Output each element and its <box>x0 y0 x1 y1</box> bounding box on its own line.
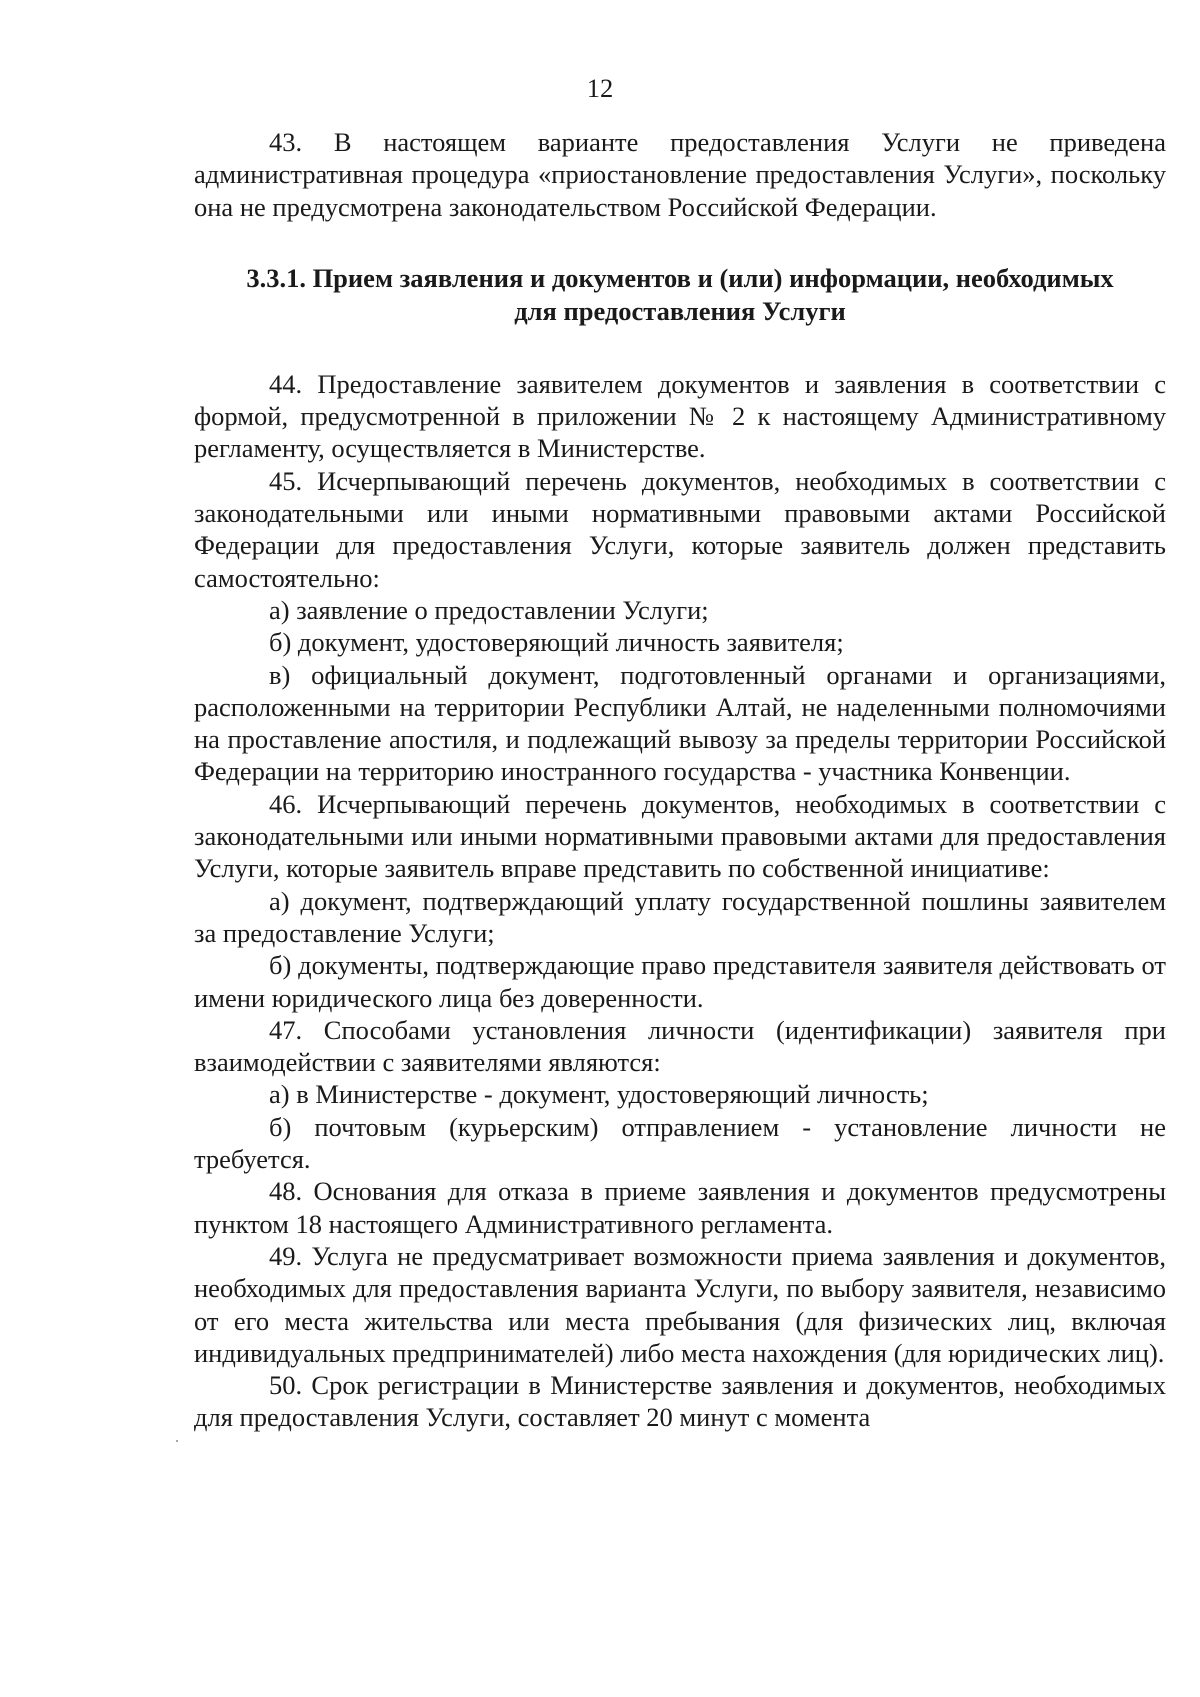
section-heading <box>194 262 1166 328</box>
paragraph-46-item-a: а) документ, подтверждающий уплату государственной пошлины заявителем за предоставление Услуги; <box>194 885 1166 948</box>
paragraph-50: 50. Срок регистрации в Министерстве заявления и документов, необходимых для предоставления Услуги, составляет 20 минут с момента <box>194 1370 1166 1433</box>
paragraph-47: 47. Способами установления личности (идентификации) заявителя при взаимодействии с заявителями являются: <box>194 1014 1166 1078</box>
document-body <box>194 126 1166 1434</box>
paragraph-47-item-a: а) в Министерстве - документ, удостоверяющий личность; <box>269 1079 929 1110</box>
paragraph-48: 48. Основания для отказа в приеме заявления и документов предусмотрены пунктом 18 настоящего Административного регламента. <box>194 1176 1166 1239</box>
paragraph-49: 49. Услуга не предусматривает возможности приема заявления и документов, необходимых для предоставления варианта Услуги, по выбору заявителя, независимо от его места жительства или места пребывания (для физических лиц, включая индивидуальных предпринимателей) либо места нахождения (для юридических лиц). <box>194 1240 1166 1368</box>
section-heading-line-2: для предоставления Услуги <box>514 295 846 326</box>
paragraph-45-item-b: б) документ, удостоверяющий личность заявителя; <box>269 627 844 658</box>
paragraph-43: 43. В настоящем варианте предоставления Услуги не приведена административная процедура «приостановление предоставления Услуги», поскольку она не предусмотрена законодательством Российской Федерации. <box>194 127 1166 222</box>
paragraph-47-item-b: б) почтовым (курьерским) отправлением - установление личности не требуется. <box>194 1111 1166 1175</box>
scan-speck <box>176 1440 178 1442</box>
paragraph-46: 46. Исчерпывающий перечень документов, необходимых в соответствии с законодательными или иными нормативными правовыми актами для предоставления Услуги, которые заявитель вправе представить по собственной инициативе: <box>194 788 1166 884</box>
paragraph-46-item-b: б) документы, подтверждающие право представителя заявителя действовать от имени юридического лица без доверенности. <box>194 950 1166 1013</box>
page-number: 12 <box>586 73 614 103</box>
paragraph-44: 44. Предоставление заявителем документов и заявления в соответствии с формой, предусмотренной в приложении № 2 к настоящему Административному регламенту, осуществляется в Министерстве. <box>194 368 1166 464</box>
section-heading-line-1: 3.3.1. Прием заявления и документов и (или) информации, необходимых <box>246 262 1114 293</box>
paragraph-45: 45. Исчерпывающий перечень документов, необходимых в соответствии с законодательными или иными нормативными правовыми актами Российской Федерации для предоставления Услуги, которые заявитель должен представить самостоятельно: <box>194 465 1166 593</box>
paragraph-45-item-a: а) заявление о предоставлении Услуги; <box>269 594 709 625</box>
paragraph-45-item-v: в) официальный документ, подготовленный органами и организациями, расположенными на территории Республики Алтай, не наделенными полномочиями на проставление апостиля, и подлежащий вывозу за пределы территории Российской Федерации на территорию иностранного государства - участника Конвенции. <box>194 659 1166 787</box>
